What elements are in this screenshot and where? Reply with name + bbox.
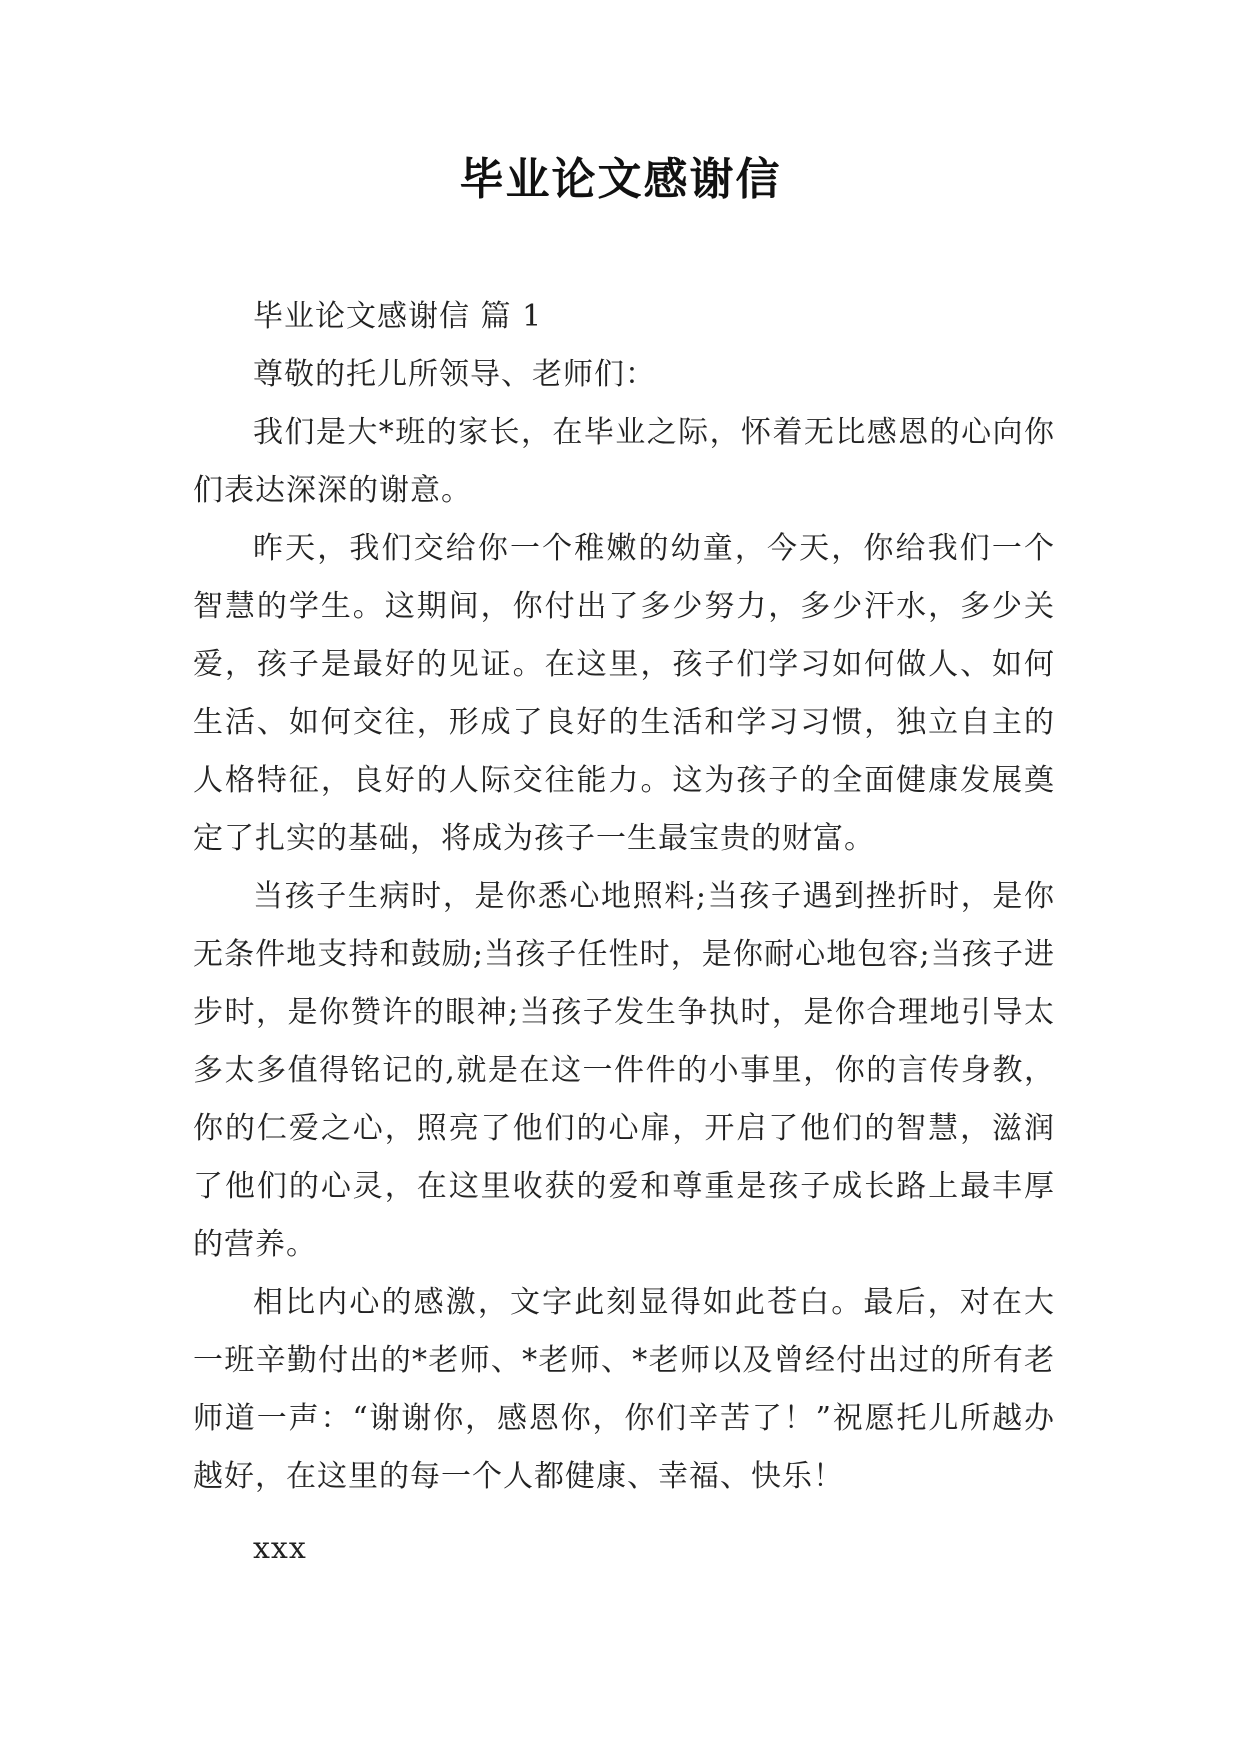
section-heading: 毕业论文感谢信 篇 1 xyxy=(253,299,543,334)
page-title: 毕业论文感谢信 xyxy=(459,154,782,205)
paragraph: 我们是大*班的家长，在毕业之际，怀着无比感恩的心向你们表达深深的谢意。 xyxy=(193,415,1055,508)
paragraph: 相比内心的感激，文字此刻显得如此苍白。最后，对在大一班辛勤付出的*老师、*老师、*老师以及曾经付出过的所有老师道一声：“谢谢你，感恩你，你们辛苦了！”祝愿托儿所越办越好，在这里的每一个人都健康、幸福、快乐！ xyxy=(193,1285,1055,1494)
paragraph: 当孩子生病时，是你悉心地照料;当孩子遇到挫折时，是你无条件地支持和鼓励;当孩子任性时，是你耐心地包容;当孩子进步时，是你赞许的眼神;当孩子发生争执时，是你合理地引导太多太多值得铭记的,就是在这一件件的小事里，你的言传身教，你的仁爱之心，照亮了他们的心扉，开启了他们的智慧，滋润了他们的心灵，在这里收获的爱和尊重是孩子成长路上最丰厚的营养。 xyxy=(193,879,1055,1262)
salutation: 尊敬的托儿所领导、老师们： xyxy=(253,357,656,392)
paragraph: 昨天，我们交给你一个稚嫩的幼童，今天，你给我们一个智慧的学生。这期间，你付出了多少努力，多少汗水，多少关爱，孩子是最好的见证。在这里，孩子们学习如何做人、如何生活、如何交往，形成了良好的生活和学习习惯，独立自主的人格特征，良好的人际交往能力。这为孩子的全面健康发展奠定了扎实的基础，将成为孩子一生最宝贵的财富。 xyxy=(193,531,1055,856)
signature: xxx xyxy=(253,1531,307,1566)
letter-body xyxy=(193,288,1055,1578)
